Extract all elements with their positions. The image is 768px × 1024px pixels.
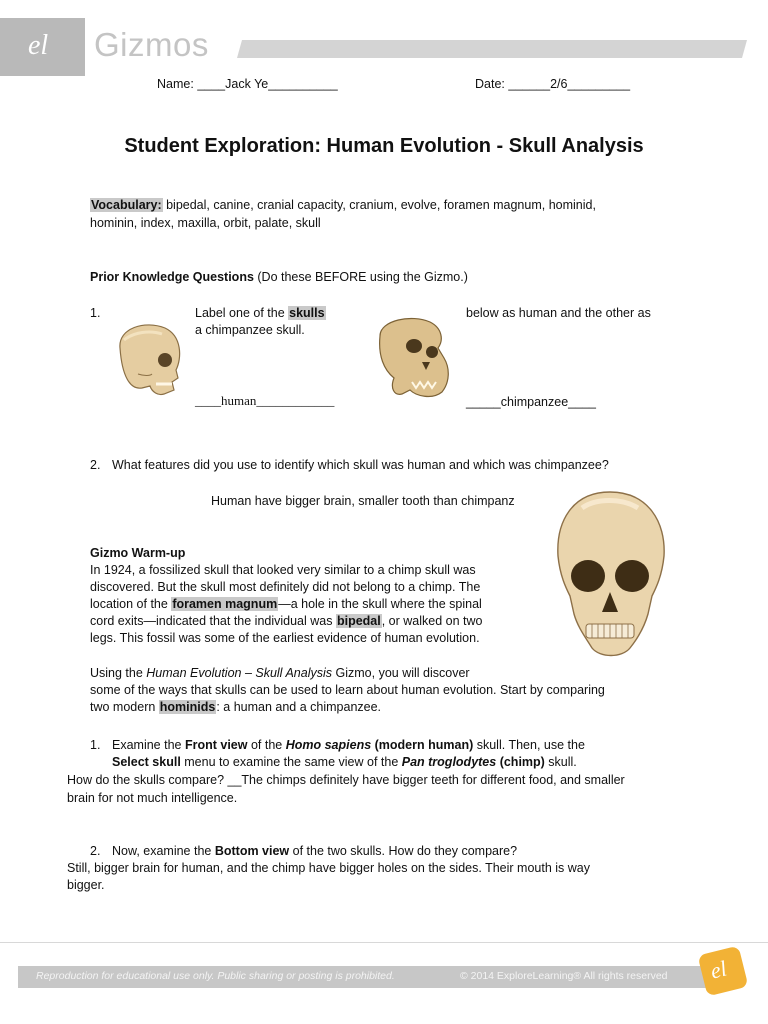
date-line xyxy=(475,76,630,93)
p2-a: Using the xyxy=(90,666,147,680)
s1-j: (chimp) xyxy=(496,755,545,769)
vocabulary-label: Vocabulary: xyxy=(91,198,162,212)
footer-divider xyxy=(0,942,768,943)
footer-copyright: © 2014 ExploreLearning® All rights reserved xyxy=(460,970,668,982)
q1-answer-human[interactable]: ____human____________ xyxy=(195,393,335,408)
step1-answer-line-2[interactable]: brain for not much intelligence. xyxy=(67,791,238,805)
s2-a: Now, examine the xyxy=(112,844,215,858)
q1-answer-chimp[interactable]: _____chimpanzee____ xyxy=(466,395,596,409)
q1-text-a: Label one of the xyxy=(195,306,289,320)
gizmos-brand: Gizmos xyxy=(94,26,209,63)
q1-number: 1. xyxy=(90,306,101,320)
name-value[interactable]: ____Jack Ye__________ xyxy=(197,77,338,91)
warmup-line-1: In 1924, a fossilized skull that looked very similar to a chimp skull was xyxy=(90,563,476,577)
q1-text-line-1b: below as human and the other as xyxy=(466,306,651,320)
name-line xyxy=(157,76,338,93)
footer-logo-mark: el xyxy=(707,955,730,984)
vocabulary-terms: bipedal, canine, cranial capacity, cranium, evolve, foramen magnum, hominid, xyxy=(162,198,596,212)
term-foramen-magnum: foramen magnum xyxy=(172,597,278,611)
q2-text: What features did you use to identify which skull was human and which was chimpanzee? xyxy=(112,458,609,472)
chimpanzee-skull-image xyxy=(372,312,454,400)
term-bipedal: bipedal xyxy=(336,614,381,628)
warmup-para2-line-2: some of the ways that skulls can be used to learn about human evolution. Start by comparing xyxy=(90,683,605,697)
warmup-para2-line-1 xyxy=(90,665,470,682)
human-skull-front-image xyxy=(552,488,668,660)
s1-c: of the xyxy=(247,738,286,752)
step1-answer-line-1[interactable]: How do the skulls compare? __The chimps definitely have bigger teeth for different food, and smaller xyxy=(67,773,625,787)
prior-heading-note: (Do these BEFORE using the Gizmo.) xyxy=(253,270,468,284)
q1-text-line-1 xyxy=(195,305,326,322)
q1-text-line-2: a chimpanzee skull. xyxy=(195,323,305,337)
date-value[interactable]: ______2/6_________ xyxy=(508,77,631,91)
date-label: Date: xyxy=(475,77,505,91)
s1-k: skull. xyxy=(544,755,577,769)
s1-h: menu to examine the same view of the xyxy=(180,755,402,769)
step2-answer-line-2[interactable]: bigger. xyxy=(67,878,105,892)
warmup-l4-b: , or walked on two xyxy=(381,614,483,628)
warmup-l3-b: —a hole in the skull where the spinal xyxy=(278,597,482,611)
step1-number: 1. xyxy=(90,738,101,752)
step2-line-1 xyxy=(112,843,517,860)
q1-highlight: skulls xyxy=(289,306,325,320)
warmup-line-2: discovered. But the skull most definitely did not belong to a chimp. The xyxy=(90,580,481,594)
step1-line-2 xyxy=(112,754,577,771)
warmup-line-4 xyxy=(90,613,482,630)
p2-l3-b: : a human and a chimpanzee. xyxy=(216,700,382,714)
warmup-para2-line-3 xyxy=(90,699,381,716)
bottom-view-term: Bottom view xyxy=(214,844,290,858)
step1-line-1 xyxy=(112,737,585,754)
q2-answer[interactable]: Human have bigger brain, smaller tooth than chimpanz xyxy=(211,494,515,508)
header-bar xyxy=(237,40,747,58)
pan-troglodytes-term: Pan troglodytes xyxy=(401,755,497,769)
s1-a: Examine the xyxy=(112,738,185,752)
step2-number: 2. xyxy=(90,844,101,858)
gizmo-name: Human Evolution – Skull Analysis xyxy=(146,666,333,680)
footer-logo-icon xyxy=(698,946,749,997)
s1-e: (modern human) xyxy=(371,738,474,752)
warmup-l4-a: cord exits—indicated that the individual was xyxy=(90,614,336,628)
page-title: Student Exploration: Human Evolution - Skull Analysis xyxy=(124,135,644,157)
warmup-heading: Gizmo Warm-up xyxy=(90,546,186,560)
term-hominids: hominids xyxy=(159,700,216,714)
select-skull-term: Select skull xyxy=(112,755,181,769)
footer-disclaimer: Reproduction for educational use only. Public sharing or posting is prohibited. xyxy=(36,970,395,982)
vocabulary-line-2: hominin, index, maxilla, orbit, palate, skull xyxy=(90,216,321,230)
p2-b: Gizmo, you will discover xyxy=(332,666,470,680)
name-label: Name: xyxy=(157,77,194,91)
warmup-line-5: legs. This fossil was some of the earliest evidence of human evolution. xyxy=(90,631,480,645)
vocabulary-line-1 xyxy=(90,197,596,214)
s1-f: skull. Then, use the xyxy=(473,738,585,752)
step2-answer-line-1[interactable]: Still, bigger brain for human, and the chimp have bigger holes on the sides. Their mouth is way xyxy=(67,861,590,875)
homo-sapiens-term: Homo sapiens xyxy=(285,738,372,752)
q2-number: 2. xyxy=(90,458,101,472)
prior-knowledge-heading xyxy=(90,269,468,286)
logo-mark: el xyxy=(28,30,49,61)
s2-c: of the two skulls. How do they compare? xyxy=(289,844,518,858)
warmup-line-3 xyxy=(90,596,482,613)
p2-l3-a: two modern xyxy=(90,700,159,714)
warmup-l3-a: location of the xyxy=(90,597,172,611)
explorelearning-logo xyxy=(0,18,85,76)
human-skull-side-image xyxy=(110,318,188,400)
front-view-term: Front view xyxy=(184,738,248,752)
prior-heading-text: Prior Knowledge Questions xyxy=(90,270,254,284)
